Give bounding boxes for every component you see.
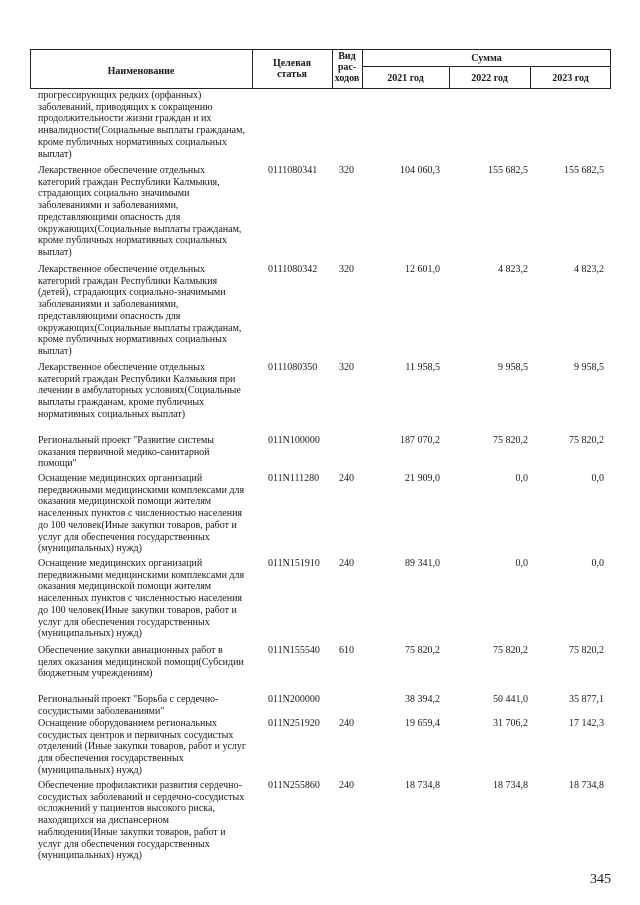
header-vid: Вид рас- ходов: [334, 51, 360, 84]
header-summa: Сумма: [471, 53, 502, 64]
page-number: 345: [590, 872, 611, 887]
header-code: Целевая статья: [272, 58, 312, 80]
header-year-2022: 2022 год: [471, 73, 508, 84]
header-year-2023: 2023 год: [552, 73, 589, 84]
document-page: Наименование Целевая статья Вид рас- ходов Сумма 2021 год 2022 год 2023 год прогрессирующих редких (орфанных) заболеваний, приводящих к сокращению продолжительности жизни граждан и их инвалидности(Социальные выплаты гражданам, кроме публичных нормативных социальных выплат) Лекарственное обеспечение отдельных категорий граждан Республики Калмыкия, страдающих социально значимыми заболеваниями и заболеваниями, представляющими опасность для окружающих(Социальные выплаты гражданам, кроме публичных нормативных социальных выплат) 0111080341 320 104 060,3 155 682,5 155 682,5 Лекарственное обеспечение отдельных категорий граждан Республики Калмыкия (детей), страдающих социально-значимыми заболеваниями и заболеваниями, представляющими опасность для окружающих(Социальные выплаты гражданам, кроме публичных нормативных социальных выплат) 0111080342 320 12 601,0 4 823,2 4 823,2 Лекарственное обеспечение отдельных категорий граждан Республики Калмыкия при лечении в амбулаторных условиях(Социальные выплаты гражданам, кроме публичных нормативных социальных выплат) 0111080350 320 11 958,5 9 958,5 9 958,5 Региональный проект "Развитие системы оказания первичной медико-санитарной помощи" 011N100000 187 070,2 75 820,2 75 820,2 Оснащение медицинских организаций передвижными медицинскими комплексами для оказания медицинской помощи жителям населенных пунктов с численностью населения до 100 человек(Иные закупки товаров, работ и услуг для обеспечения государственных (муниципальных) нужд) 011N111280 240 21 909,0 0,0 0,0 Оснащение медицинских организаций передвижными медицинскими комплексами для оказания медицинской помощи жителям населенных пунктов с численностью населения до 100 человек(Иные закупки товаров, работ и услуг для обеспечения государственных (муниципальных) нужд) 011N151910 240 89 341,0 0,0 0,0 Обеспечение закупки авиационных работ в целях оказания медицинской помощи(Субсидии бюджетным учреждениям) 011N155540 610 75 820,2 75 820,2 75 820,2 Региональный проект "Борьба с сердечно-сосудистыми заболеваниями" 011N200000 38 394,2 50 441,0 35 877,1 Оснащение оборудованием региональных сосудистых центров и первичных сосудистых отделений (Иные закупки товаров, работ и услуг для обеспечения государственных (муниципальных) нужд) 011N251920 240 19 659,4 31 706,2 17 142,3 Обеспечение профилактики развития сердечно-сосудистых заболеваний и сердечно-сосудистых осложнений у пациентов высокого риска, находящихся на диспансерном наблюдении(Иные закупки товаров, работ и услуг для обеспечения государственных (муниципальных) нужд) 011N255860 240 18 734,8 18 734,8 18 734,8 345: [0, 0, 640, 905]
header-name: Наименование: [107, 66, 175, 77]
header-year-2021: 2021 год: [387, 73, 424, 84]
